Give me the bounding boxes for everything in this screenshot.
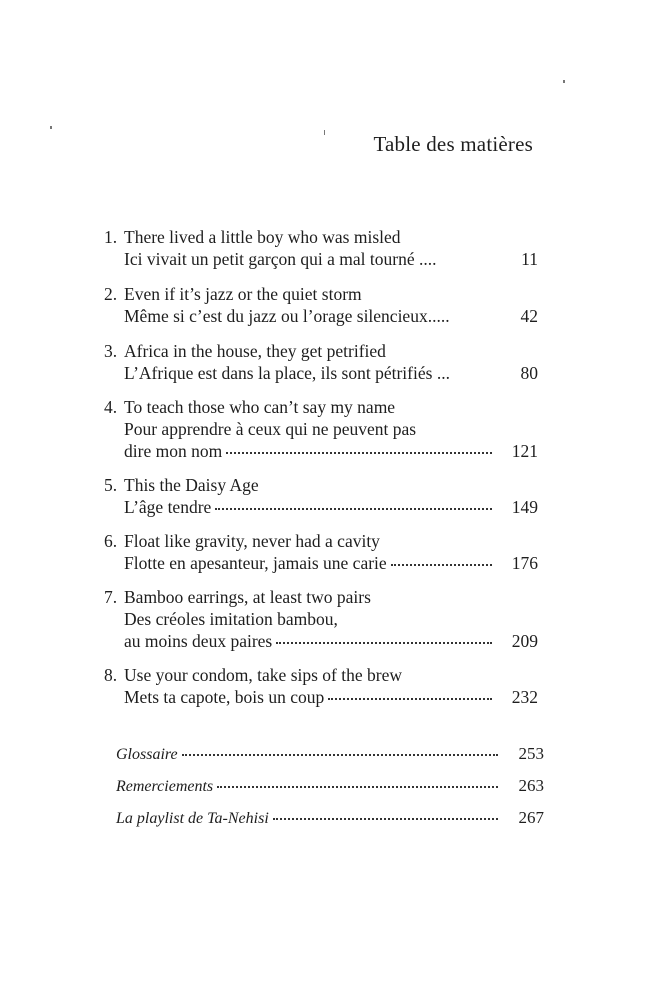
chapter-title-en: Africa in the house, they get petrified xyxy=(124,341,386,361)
chapter-title-en: Use your condom, take sips of the brew xyxy=(124,665,402,685)
chapter-title-fr: Pour apprendre à ceux qui ne peuvent pas xyxy=(124,419,417,439)
chapter-number: 4. xyxy=(104,397,118,417)
chapter-title-en: This the Daisy Age xyxy=(124,475,259,495)
chapter-title-fr-line xyxy=(104,248,538,270)
back-matter xyxy=(116,738,544,834)
chapter-title-fr: L’Afrique est dans la place, ils sont pétrifiés ... xyxy=(124,363,450,383)
chapter-title-fr-line xyxy=(104,496,538,518)
toc-entry xyxy=(104,664,538,708)
chapter-title-fr-cont: au moins deux paires xyxy=(124,631,273,651)
chapter-title-en: To teach those who can’t say my name xyxy=(124,397,396,417)
page-number: 263 xyxy=(518,776,544,795)
page-number: 267 xyxy=(518,808,544,827)
chapter-number: 7. xyxy=(104,587,118,607)
dot-leader xyxy=(440,248,492,262)
scan-speck xyxy=(563,80,565,83)
page-number: 176 xyxy=(511,553,538,573)
dot-leader xyxy=(215,494,492,510)
back-matter-entry xyxy=(116,802,544,834)
dot-leader xyxy=(226,438,492,454)
page-number: 42 xyxy=(520,306,538,326)
dot-leader xyxy=(454,362,492,376)
chapter-number: 2. xyxy=(104,284,118,304)
chapter-title-fr: Ici vivait un petit garçon qui a mal tourné .... xyxy=(124,249,437,269)
dot-leader xyxy=(454,305,492,319)
toc-entry xyxy=(104,340,538,384)
scan-speck xyxy=(324,130,325,135)
dot-leader xyxy=(328,684,492,700)
toc-entry xyxy=(104,396,538,462)
dot-leader xyxy=(217,772,498,788)
chapter-title-en: Bamboo earrings, at least two pairs xyxy=(124,587,371,607)
chapter-number: 1. xyxy=(104,227,118,247)
chapter-title-en: There lived a little boy who was misled xyxy=(124,227,401,247)
chapter-title-fr: Flotte en apesanteur, jamais une carie xyxy=(124,553,387,573)
chapter-title-fr-line xyxy=(104,686,538,708)
chapter-title-fr: Des créoles imitation bambou, xyxy=(124,609,338,629)
toc-entry xyxy=(104,586,538,652)
page-number: 121 xyxy=(511,441,538,461)
chapter-number: 3. xyxy=(104,341,118,361)
dot-leader xyxy=(273,804,498,820)
chapter-number: 8. xyxy=(104,665,118,685)
back-matter-label: Glossaire xyxy=(116,746,178,763)
back-matter-label: La playlist de Ta-Nehisi xyxy=(116,810,269,827)
chapter-title-en: Even if it’s jazz or the quiet storm xyxy=(124,284,362,304)
chapter-title-fr: L’âge tendre xyxy=(124,497,212,517)
back-matter-label: Remerciements xyxy=(116,778,214,795)
table-of-contents xyxy=(104,226,538,719)
toc-entry xyxy=(104,474,538,518)
page-number: 149 xyxy=(511,497,538,517)
chapter-title-fr-line xyxy=(104,552,538,574)
scan-speck xyxy=(50,126,52,129)
page-title: Table des matières xyxy=(373,132,533,156)
toc-entry xyxy=(104,530,538,574)
page-number: 80 xyxy=(520,363,538,383)
chapter-title-fr-cont: dire mon nom xyxy=(124,441,223,461)
chapter-title-fr-line xyxy=(104,305,538,327)
dot-leader xyxy=(276,628,492,644)
toc-entry xyxy=(104,226,538,270)
dot-leader xyxy=(182,740,498,756)
page-number: 11 xyxy=(521,249,538,269)
page-number: 232 xyxy=(511,687,538,707)
chapter-title-fr-line xyxy=(104,630,538,652)
chapter-number: 6. xyxy=(104,531,118,551)
chapter-title-fr: Mets ta capote, bois un coup xyxy=(124,687,325,707)
chapter-title-fr-line xyxy=(104,362,538,384)
back-matter-entry xyxy=(116,770,544,802)
back-matter-entry xyxy=(116,738,544,770)
chapter-title-en: Float like gravity, never had a cavity xyxy=(124,531,380,551)
chapter-title-fr-line xyxy=(104,440,538,462)
chapter-number: 5. xyxy=(104,475,118,495)
dot-leader xyxy=(391,550,492,566)
page-number: 209 xyxy=(511,631,538,651)
toc-entry xyxy=(104,283,538,327)
page-number: 253 xyxy=(518,744,544,763)
chapter-title-fr: Même si c’est du jazz ou l’orage silencieux..... xyxy=(124,306,450,326)
